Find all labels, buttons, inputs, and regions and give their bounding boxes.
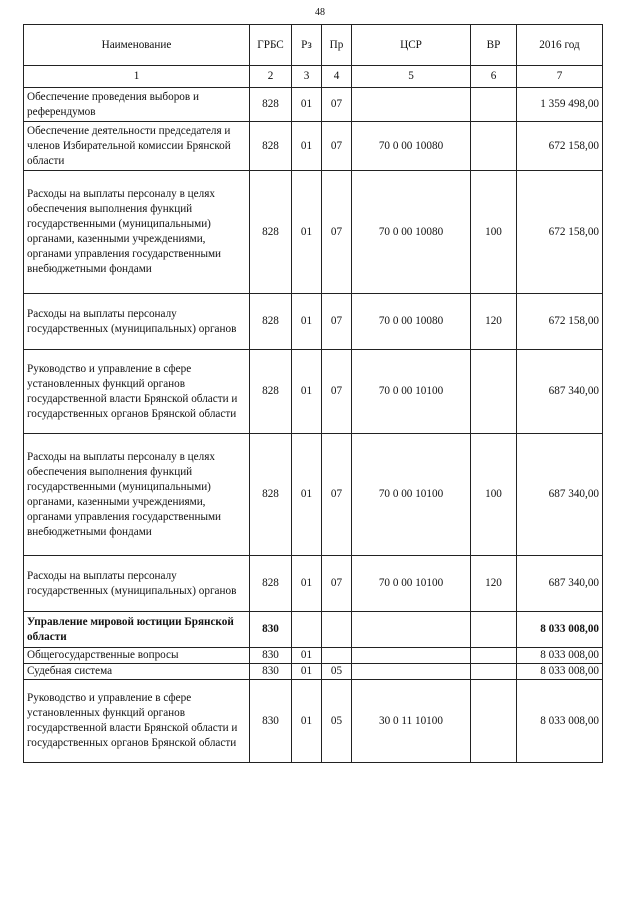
row-name: Обеспечение проведения выборов и референдумов [24,88,250,122]
row-name: Расходы на выплаты персоналу государственных (муниципальных) органов [24,556,250,612]
row-name: Судебная система [24,664,250,680]
table-row [24,122,603,171]
row-grbs: 830 [250,612,292,648]
header-year: 2016 год [517,25,603,66]
row-vr [471,612,517,648]
row-grbs: 828 [250,556,292,612]
row-grbs: 828 [250,171,292,294]
row-name: Руководство и управление в сфере установленных функций органов государственной власти Брянской области и государственных органов Брянской области [24,680,250,763]
table-row [24,294,603,350]
row-csr: 70 0 00 10100 [352,434,471,556]
row-csr: 70 0 00 10080 [352,122,471,171]
row-pr: 07 [322,556,352,612]
row-vr [471,664,517,680]
row-amount: 8 033 008,00 [517,680,603,763]
row-amount: 8 033 008,00 [517,612,603,648]
row-rz [292,612,322,648]
header-vr: ВР [471,25,517,66]
column-number: 6 [471,66,517,88]
row-pr: 05 [322,680,352,763]
row-name: Расходы на выплаты персоналу государственных (муниципальных) органов [24,294,250,350]
row-vr [471,680,517,763]
row-vr [471,122,517,171]
row-csr [352,664,471,680]
column-number: 7 [517,66,603,88]
column-number-row [24,66,603,88]
budget-table [23,24,603,763]
header-pr: Пр [322,25,352,66]
row-pr [322,612,352,648]
column-number: 1 [24,66,250,88]
row-name: Расходы на выплаты персоналу в целях обеспечения выполнения функций государственными (муниципальными) органами, казенными учреждениями, органами управления государственными внебюджетными фондами [24,434,250,556]
table-row [24,556,603,612]
row-rz: 01 [292,434,322,556]
row-rz: 01 [292,556,322,612]
table-row [24,88,603,122]
row-name: Общегосударственные вопросы [24,648,250,664]
row-pr: 07 [322,350,352,434]
row-vr [471,350,517,434]
row-pr: 07 [322,88,352,122]
row-pr: 07 [322,434,352,556]
row-amount: 687 340,00 [517,556,603,612]
table-row [24,434,603,556]
row-rz: 01 [292,294,322,350]
row-rz: 01 [292,122,322,171]
row-rz: 01 [292,171,322,294]
row-pr: 07 [322,294,352,350]
row-csr: 70 0 00 10080 [352,294,471,350]
row-pr [322,648,352,664]
row-csr: 70 0 00 10100 [352,350,471,434]
row-amount: 687 340,00 [517,434,603,556]
table-body [24,88,603,763]
row-rz: 01 [292,350,322,434]
table-row [24,350,603,434]
row-pr: 07 [322,122,352,171]
row-grbs: 830 [250,664,292,680]
row-grbs: 830 [250,680,292,763]
column-number: 5 [352,66,471,88]
row-csr: 70 0 00 10100 [352,556,471,612]
column-number: 3 [292,66,322,88]
row-amount: 672 158,00 [517,171,603,294]
table-row [24,648,603,664]
row-amount: 672 158,00 [517,294,603,350]
row-grbs: 828 [250,350,292,434]
row-csr [352,648,471,664]
row-rz: 01 [292,680,322,763]
row-grbs: 828 [250,294,292,350]
row-csr: 30 0 11 10100 [352,680,471,763]
row-pr: 05 [322,664,352,680]
column-number: 2 [250,66,292,88]
row-csr: 70 0 00 10080 [352,171,471,294]
row-vr: 100 [471,434,517,556]
row-csr [352,88,471,122]
row-amount: 687 340,00 [517,350,603,434]
column-number: 4 [322,66,352,88]
row-grbs: 828 [250,434,292,556]
row-vr [471,648,517,664]
row-name: Обеспечение деятельности председателя и членов Избирательной комиссии Брянской области [24,122,250,171]
row-name: Управление мировой юстиции Брянской области [24,612,250,648]
row-rz: 01 [292,648,322,664]
row-amount: 1 359 498,00 [517,88,603,122]
row-grbs: 828 [250,88,292,122]
row-grbs: 830 [250,648,292,664]
row-grbs: 828 [250,122,292,171]
row-amount: 8 033 008,00 [517,664,603,680]
row-pr: 07 [322,171,352,294]
page-number: 48 [315,7,325,18]
row-rz: 01 [292,88,322,122]
table-row [24,171,603,294]
row-vr: 100 [471,171,517,294]
table-row [24,680,603,763]
header-name: Наименование [24,25,250,66]
table-row [24,664,603,680]
row-vr: 120 [471,556,517,612]
header-rz: Рз [292,25,322,66]
row-amount: 8 033 008,00 [517,648,603,664]
row-amount: 672 158,00 [517,122,603,171]
table-row [24,612,603,648]
header-csr: ЦСР [352,25,471,66]
row-vr: 120 [471,294,517,350]
row-rz: 01 [292,664,322,680]
row-name: Руководство и управление в сфере установленных функций органов государственной власти Брянской области и государственных органов Брянской области [24,350,250,434]
header-grbs: ГРБС [250,25,292,66]
row-name: Расходы на выплаты персоналу в целях обеспечения выполнения функций государственными (муниципальными) органами, казенными учреждениями, органами управления государственными внебюджетными фондами [24,171,250,294]
row-csr [352,612,471,648]
row-vr [471,88,517,122]
header-row [24,25,603,66]
